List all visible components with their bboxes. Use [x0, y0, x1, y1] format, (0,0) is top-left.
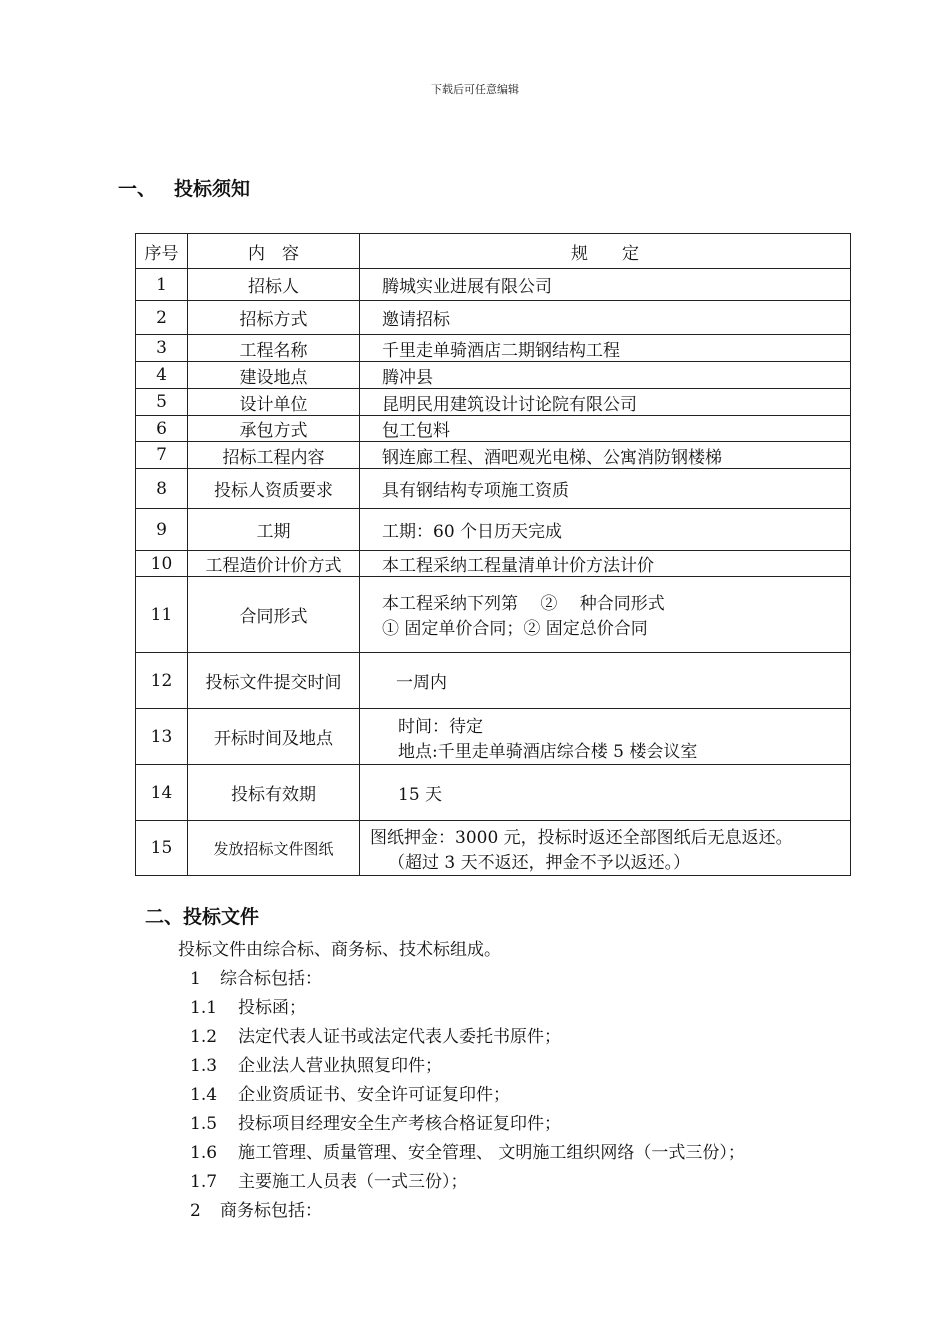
- row-no: 12: [136, 653, 188, 709]
- list-item: [190, 1167, 468, 1192]
- table-row: [136, 389, 851, 416]
- row-rule-line: 地点:千里走单骑酒店综合楼 5 楼会议室: [398, 741, 698, 762]
- table-row: [136, 709, 851, 765]
- row-no: 6: [136, 416, 188, 442]
- row-no: 11: [136, 577, 188, 653]
- row-rule: [360, 821, 851, 876]
- header-rule: 规 定: [360, 234, 851, 269]
- row-item: 投标有效期: [188, 765, 360, 821]
- table-row: [136, 577, 851, 653]
- list-item: [190, 1022, 561, 1047]
- list-item-number: 1.1: [190, 998, 218, 1018]
- list-item: [190, 964, 322, 989]
- row-no: 5: [136, 389, 188, 416]
- row-rule: 包工包料: [360, 416, 851, 442]
- row-no: 3: [136, 335, 188, 362]
- row-rule: 具有钢结构专项施工资质: [360, 469, 851, 509]
- row-item: 招标人: [188, 269, 360, 301]
- list-item-number: 2: [190, 1201, 201, 1221]
- row-item: 投标文件提交时间: [188, 653, 360, 709]
- section1-title: 投标须知: [174, 178, 251, 200]
- header-item: 内 容: [188, 234, 360, 269]
- row-item: 工程造价计价方式: [188, 551, 360, 577]
- list-item-text: 施工管理、质量管理、安全管理、 文明施工组织网络（一式三份）；: [238, 1143, 745, 1163]
- table-row: [136, 362, 851, 389]
- list-item-text: 主要施工人员表（一式三份）；: [238, 1172, 468, 1192]
- row-rule-line: 图纸押金：3000 元，投标时返还全部图纸后无息返还。: [370, 828, 793, 848]
- row-item: 设计单位: [188, 389, 360, 416]
- list-item-text: 企业法人营业执照复印件；: [238, 1056, 442, 1076]
- row-item: 投标人资质要求: [188, 469, 360, 509]
- row-no: 15: [136, 821, 188, 876]
- row-rule-line: （超过 3 天不返还，押金不予以返还。）: [388, 853, 691, 873]
- table-row: [136, 821, 851, 876]
- row-rule: 邀请招标: [360, 301, 851, 335]
- list-item-text: 法定代表人证书或法定代表人委托书原件；: [238, 1027, 561, 1047]
- list-item-number: 1.4: [190, 1085, 218, 1105]
- row-rule: 一周内: [360, 653, 851, 709]
- list-item-text: 投标项目经理安全生产考核合格证复印件；: [238, 1114, 561, 1134]
- row-rule: 腾城实业进展有限公司: [360, 269, 851, 301]
- table-row: [136, 301, 851, 335]
- row-rule: 昆明民用建筑设计讨论院有限公司: [360, 389, 851, 416]
- row-no: 7: [136, 442, 188, 469]
- list-item-number: 1: [190, 969, 201, 989]
- row-no: 9: [136, 509, 188, 551]
- list-item-number: 1.3: [190, 1056, 218, 1076]
- list-item: [190, 1051, 442, 1076]
- row-rule-line: ① 固定单价合同；② 固定总价合同: [382, 619, 648, 639]
- row-rule: [360, 577, 851, 653]
- row-no: 13: [136, 709, 188, 765]
- list-item-number: 1.2: [190, 1027, 218, 1047]
- row-item: 工期: [188, 509, 360, 551]
- table-row: [136, 653, 851, 709]
- row-no: 8: [136, 469, 188, 509]
- table-row: [136, 551, 851, 577]
- list-item: [190, 993, 306, 1018]
- row-rule: 腾冲县: [360, 362, 851, 389]
- list-item-text: 投标函；: [238, 998, 306, 1018]
- header-note: 下载后可任意编辑: [431, 83, 519, 96]
- row-rule: 千里走单骑酒店二期钢结构工程: [360, 335, 851, 362]
- table-header-row: [136, 234, 851, 269]
- row-no: 4: [136, 362, 188, 389]
- list-item-text: 企业资质证书、安全许可证复印件；: [238, 1085, 510, 1105]
- row-no: 10: [136, 551, 188, 577]
- row-no: 2: [136, 301, 188, 335]
- header-no: 序号: [136, 234, 188, 269]
- list-item-text: 商务标包括：: [220, 1201, 322, 1221]
- table-row: [136, 469, 851, 509]
- row-item: 建设地点: [188, 362, 360, 389]
- row-item: 合同形式: [188, 577, 360, 653]
- section1-number: 一、: [118, 178, 157, 200]
- row-no: 1: [136, 269, 188, 301]
- row-rule-line: 时间：待定: [398, 716, 483, 737]
- row-rule-line: 本工程采纳下列第 ② 种合同形式: [382, 594, 665, 614]
- table-row: [136, 509, 851, 551]
- row-item: 招标方式: [188, 301, 360, 335]
- table-row: [136, 269, 851, 301]
- table-row: [136, 335, 851, 362]
- list-item: [190, 1138, 745, 1163]
- section2-intro: 投标文件由综合标、商务标、技术标组成。: [178, 940, 501, 960]
- row-item: 开标时间及地点: [188, 709, 360, 765]
- row-rule: 15 天: [360, 765, 851, 821]
- list-item: [190, 1109, 561, 1134]
- section1-heading: [118, 174, 250, 201]
- section2-title: 二、投标文件: [145, 906, 260, 928]
- row-item: 招标工程内容: [188, 442, 360, 469]
- row-rule: [360, 709, 851, 765]
- row-item: 承包方式: [188, 416, 360, 442]
- table-row: [136, 416, 851, 442]
- list-item: [190, 1196, 322, 1221]
- table-row: [136, 765, 851, 821]
- list-item-number: 1.5: [190, 1114, 218, 1134]
- bid-notice-table: [135, 233, 851, 876]
- row-no: 14: [136, 765, 188, 821]
- list-item-number: 1.7: [190, 1172, 218, 1192]
- list-item-text: 综合标包括：: [220, 969, 322, 989]
- list-item: [190, 1080, 510, 1105]
- row-item: 工程名称: [188, 335, 360, 362]
- list-item-number: 1.6: [190, 1143, 218, 1163]
- table-row: [136, 442, 851, 469]
- row-rule: 钢连廊工程、酒吧观光电梯、公寓消防钢楼梯: [360, 442, 851, 469]
- row-item: 发放招标文件图纸: [188, 821, 360, 876]
- row-rule: 本工程采纳工程量清单计价方法计价: [360, 551, 851, 577]
- row-rule: 工期：60 个日历天完成: [360, 509, 851, 551]
